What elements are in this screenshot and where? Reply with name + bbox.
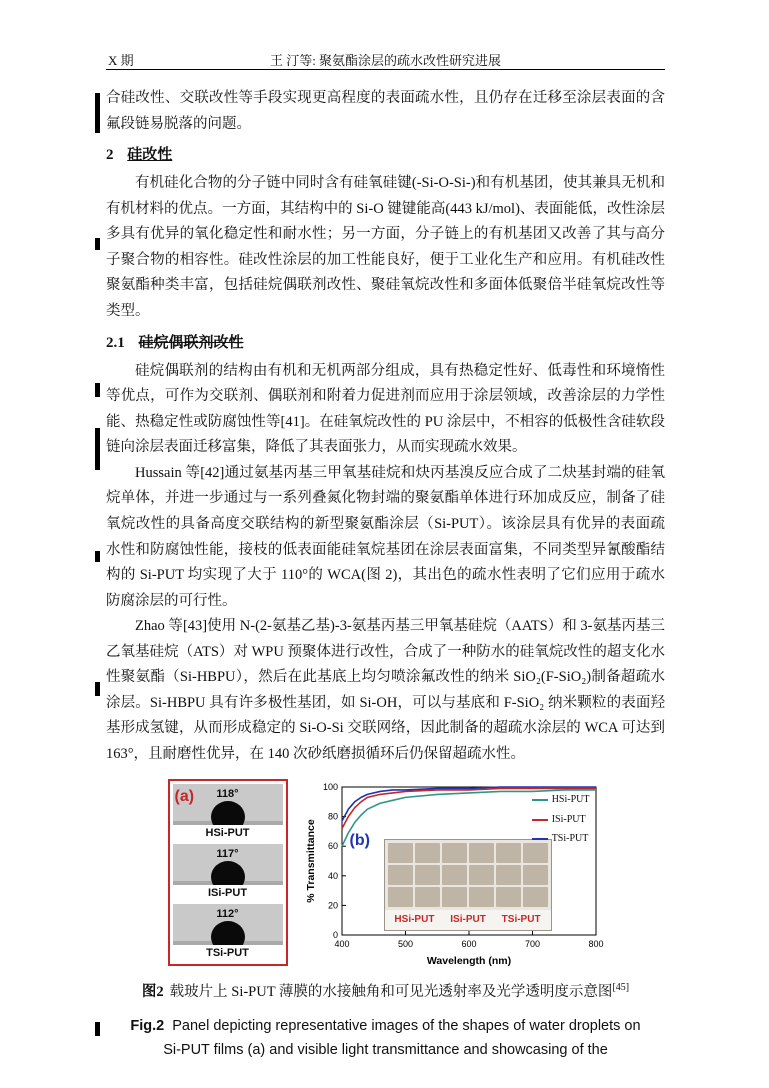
paragraph-coupling-agent: 硅烷偶联剂的结构由有机和无机两部分组成，具有热稳定性好、低毒性和环境惰性等优点，可作为交联剂、偶联剂和附着力促进剂而应用于涂层领域，改善涂层的力学性能、热稳定性或防腐蚀性等[41]。在硅氧烷改性的 PU 涂层中，不相容的低极性含硅软段链向涂层表面迁移富集，降低了其表面张力，从而实现疏水效果。 [106,362,665,456]
legend-color-line [532,838,548,840]
margin-edit-mark [95,682,100,696]
article-body [106,86,665,1063]
inset-photo-tile [469,887,494,907]
section-title: 硅改性 [127,147,173,164]
panel-a-label: (a) [174,788,195,806]
section-heading-2-1 [106,330,665,356]
paragraph-silicone-overview: 有机硅化合物的分子链中同时含有硅氧硅键(-Si-O-Si-)和有机基团，使其兼具无机和有机材料的优点。一方面，其结构中的 Si-O 键键能高(443 kJ/mol)、表面能低，改性涂层多具有优异的氧化稳定性和耐水性；另一方面，分子链上的有机基团又改善了其与高分子聚合物的相容性。硅改性涂层的加工性能良好，便于工业化生产和应用。有机硅改性聚氨酯种类丰富，包括硅烷偶联剂改性、聚硅氧烷改性和多面体低聚倍半硅氧烷改性等类型。 [106,175,665,319]
page-header [106,50,665,70]
inset-photo-tile [388,865,413,885]
water-droplet-image [173,904,283,945]
margin-edit-mark [95,551,100,562]
svg-text:Wavelength (nm): Wavelength (nm) [426,955,511,968]
contact-angle-value: 117° [216,848,239,861]
inset-photo-tile [496,865,521,885]
water-droplet-image [173,844,283,885]
svg-text:40: 40 [327,870,338,881]
section-title: 硅烷偶联剂改性 [138,334,244,351]
legend-color-line [532,819,548,821]
figure-caption-zh-text: 载玻片上 Si-PUT 薄膜的水接触角和可见光透射率及光学透明度示意图 [169,983,613,1000]
svg-text:100: 100 [322,782,338,793]
legend-label: HSi-PUT [551,794,590,806]
panel-b-label: (b) [349,832,370,850]
paragraph-continuation: 合硅改性、交联改性等手段实现更高程度的表面疏水性，且仍存在迁移至涂层表面的含氟段链易脱落的问题。 [106,90,665,132]
water-droplet-icon [211,801,245,825]
section-number: 2.1 [106,334,125,351]
inset-photo-tile [469,865,494,885]
legend-label: ISi-PUT [551,813,586,825]
water-droplet-icon [211,861,245,885]
droplet-cell-tsi [173,904,283,961]
legend-item [532,830,590,848]
inset-photo-tile [496,843,521,863]
inset-label-tsi: TSi-PUT [501,913,541,925]
inset-photo-tile [388,887,413,907]
figure-panel-b [304,779,604,969]
section-heading-2 [106,142,665,168]
inset-photo-tile [415,887,440,907]
inset-photo-tile [442,843,467,863]
svg-text:60: 60 [327,841,338,852]
sample-name: HSi-PUT [173,825,283,841]
figure-caption-zh [106,979,665,1005]
svg-text:600: 600 [460,939,477,950]
section-number: 2 [106,147,114,164]
margin-edit-mark [95,93,100,133]
inset-photo-tile [442,865,467,885]
inset-photo-tile [469,843,494,863]
figure-caption-en-label: Fig.2 [130,1017,165,1034]
droplet-cell-isi [173,844,283,901]
paragraph-hussain: Hussain 等[42]通过氨基丙基三甲氧基硅烷和炔丙基溴反应合成了二炔基封端的硅氧烷单体，并进一步通过与一系列叠氮化物封端的聚氨酯单体进行环加成反应，制备了硅氧烷改性的具备高度交联结构的新型聚氨酯涂层（Si-PUT）。该涂层具有优异的表面疏水性和防腐蚀性能，接枝的低表面能硅氧烷基团在涂层表面富集，不同类型异氰酸酯结构的 Si-PUT 均实现了大于 110°的 WCA(图 2)，其出色的疏水性表明了它们应用于疏水防腐涂层的可行性。 [106,464,665,609]
svg-text:800: 800 [587,939,604,950]
margin-edit-mark [95,1022,100,1036]
margin-edit-mark [95,238,100,250]
paragraph-zhao: Zhao 等[43]使用 N-(2-氨基乙基)-3-氨基丙基三甲氧基硅烷（AATS）和 3-氨基丙基三乙氧基硅烷（ATS）对 WPU 预聚体进行改性，合成了一种防水的硅氧烷改性的超支化水性聚氨酯（Si-HBPU），然后在此基底上均匀喷涂氟改性的纳米 SiO₂(F-SiO₂)制备超疏水涂层。Si-HBPU 具有许多极性基团，如 Si-OH，可以与基底和 F-SiO₂ 纳米颗粒的表面羟基形成氢键，从而形成稳定的 Si-O-Si 交联网络，因此制备的超疏水涂层的 WCA 可达到 163°，且耐磨性优异，在 140 次砂纸磨损循环后仍保留超疏水性。 [106,618,665,762]
water-droplet-icon [211,921,245,945]
figure-2 [106,779,665,969]
svg-text:700: 700 [524,939,540,950]
inset-photo-tile [442,887,467,907]
legend-item [532,791,590,809]
inset-label-isi: ISi-PUT [450,913,486,925]
sample-name: TSi-PUT [173,945,283,961]
figure-caption-en-text: Panel depicting representative images of the shapes of water droplets on Si-PUT films (a) and visible light transmittance and showcasing of the [163,1017,641,1059]
figure-caption-en [128,1014,642,1063]
svg-text:0: 0 [332,930,338,941]
inset-photo-tile [496,887,521,907]
figure-caption-zh-label: 图2 [141,983,164,1000]
margin-edit-mark [95,428,100,470]
svg-text:400: 400 [333,939,350,950]
inset-photo-tile [523,887,548,907]
transparency-inset-photo [384,839,552,931]
inset-photo-tile [523,865,548,885]
inset-photo-tile [415,865,440,885]
contact-angle-value: 112° [216,908,239,921]
running-head [106,50,665,70]
contact-angle-value: 118° [216,788,239,801]
margin-edit-mark [95,383,100,397]
svg-text:500: 500 [397,939,413,950]
chart-legend [532,791,590,848]
svg-text:20: 20 [327,900,338,911]
inset-label-hsi: HSi-PUT [394,913,435,925]
running-title: 王 汀等: 聚氨酯涂层的疏水改性研究进展 [269,53,502,68]
svg-text:80: 80 [327,811,338,822]
sample-name: ISi-PUT [173,885,283,901]
inset-photo-tile [388,843,413,863]
figure-caption-reference: [45] [612,982,630,994]
issue-label: X 期 [108,53,134,68]
legend-item [532,811,590,829]
svg-text:% Transmittance: % Transmittance [304,819,317,903]
legend-label: TSi-PUT [551,833,589,845]
inset-photo-pattern [385,840,551,909]
legend-color-line [532,799,548,801]
inset-photo-tile [415,843,440,863]
figure-panel-a [168,779,288,966]
inset-sample-labels [385,910,551,931]
